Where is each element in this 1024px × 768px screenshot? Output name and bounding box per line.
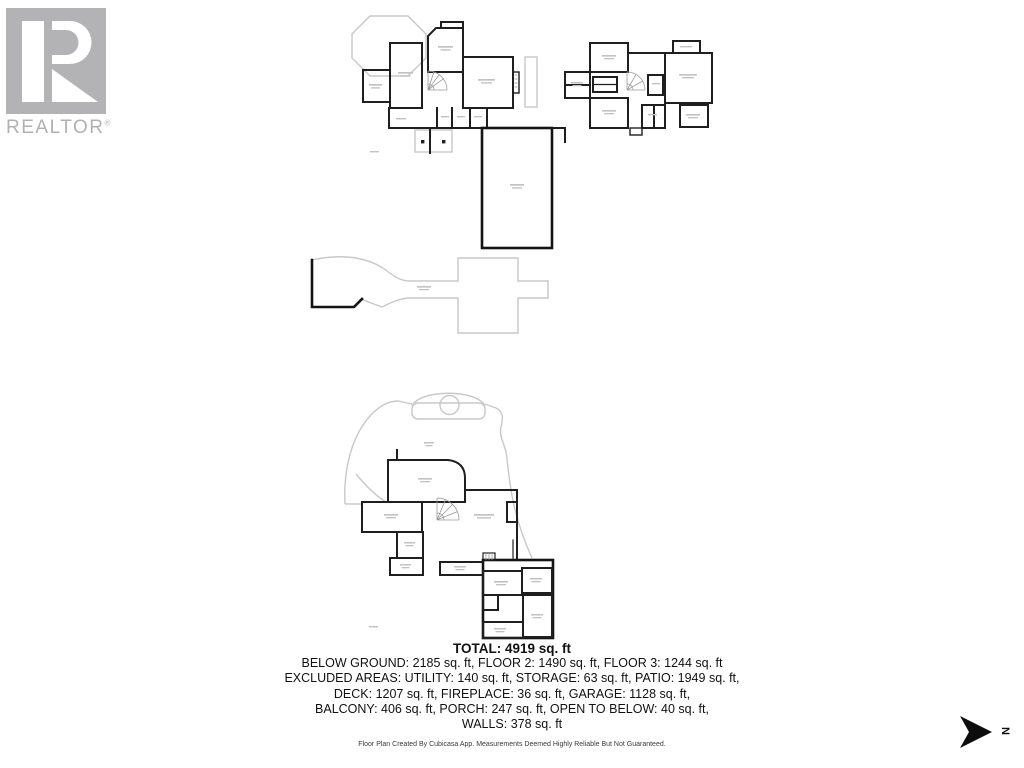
summary-line: DECK: 1207 sq. ft, FIREPLACE: 36 sq. ft, GARAGE: 1128 sq. ft, <box>333 686 691 701</box>
realtor-logo-icon <box>6 8 106 114</box>
realtor-logo <box>6 8 126 139</box>
floor3-bath <box>648 75 663 95</box>
deck-label <box>417 286 431 290</box>
patio-feature-circle <box>440 396 459 415</box>
floor2-balcony-outline <box>525 57 537 107</box>
floor3-stairs <box>627 72 645 90</box>
floor2-garage <box>482 128 565 248</box>
basement-room-bottom <box>390 558 423 575</box>
floor3-closet <box>593 77 617 92</box>
floor2-stairs <box>428 71 447 90</box>
floor2-porch <box>415 130 452 152</box>
deck-plan <box>303 250 565 345</box>
floor3-bedroom-topleft <box>590 43 628 72</box>
deck-outline <box>312 257 548 333</box>
floor3-bath-row <box>630 105 665 135</box>
patio-outline <box>345 393 532 558</box>
floor2-room-labels <box>369 46 524 189</box>
svg-text:N: N <box>999 727 1011 735</box>
summary-line: EXCLUDED AREAS: UTILITY: 140 sq. ft, STORAGE: 63 sq. ft, PATIO: 1949 sq. ft, <box>284 671 740 686</box>
registered-mark: ® <box>104 118 111 128</box>
below-ground-plan <box>336 386 566 644</box>
floor3-room-bottomright <box>680 105 708 127</box>
realtor-logo-text: REALTOR® <box>6 117 111 138</box>
floor2-room-left-wing <box>363 70 390 102</box>
basement-right-wall <box>465 490 517 560</box>
north-arrow-icon <box>946 706 1016 760</box>
summary-line: WALLS: 378 sq. ft <box>461 717 563 732</box>
disclaimer-text: Floor Plan Created By Cubicasa App. Measurements Deemed Highly Reliable But Not Guaranteed. <box>358 741 666 748</box>
basement-annex <box>483 560 553 638</box>
area-summary <box>0 641 1024 732</box>
total-area: TOTAL: 4919 sq. ft <box>452 641 572 656</box>
floor2-plan <box>346 6 568 256</box>
deck-house-edge <box>312 260 362 307</box>
summary-line: BELOW GROUND: 2185 sq. ft, FLOOR 2: 1490 sq. ft, FLOOR 3: 1244 sq. ft <box>301 656 723 671</box>
basement-hall <box>440 562 483 575</box>
floor3-plan <box>564 38 718 138</box>
summary-line: BALCONY: 406 sq. ft, PORCH: 247 sq. ft, OPEN TO BELOW: 40 sq. ft, <box>315 701 709 716</box>
